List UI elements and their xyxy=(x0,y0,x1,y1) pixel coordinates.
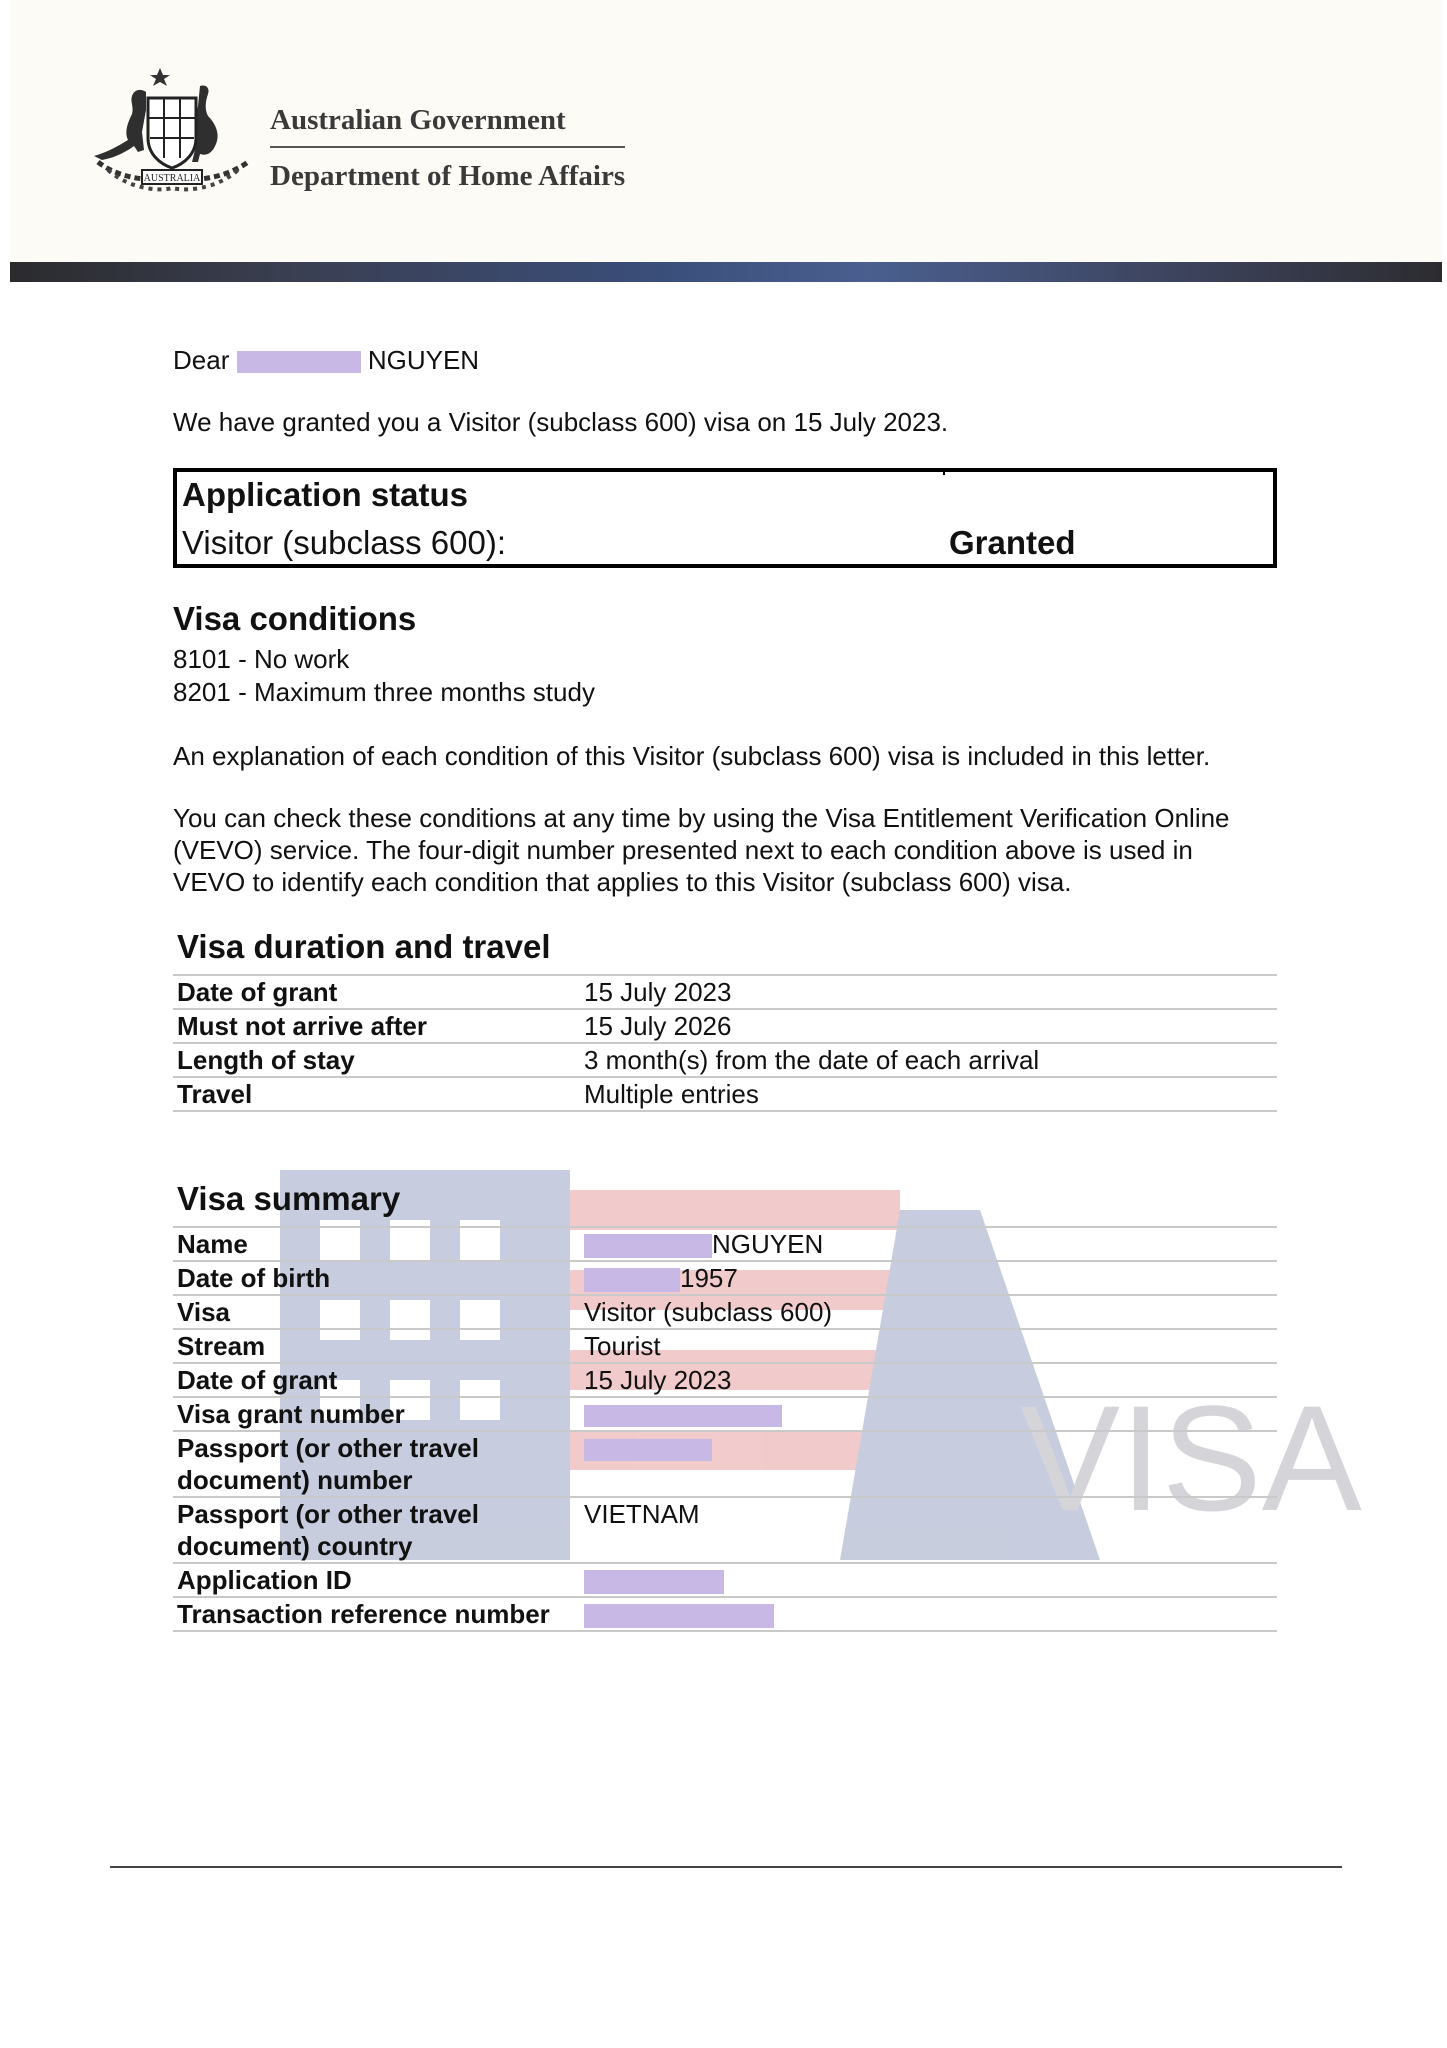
table-row xyxy=(173,1431,1277,1497)
row-label: Application ID xyxy=(177,1565,352,1595)
redacted-given-name xyxy=(584,1234,712,1258)
condition-item: 8101 - No work xyxy=(173,644,350,674)
redacted-birth-day-month xyxy=(584,1268,680,1292)
salutation-line xyxy=(173,344,479,376)
row-value: Multiple entries xyxy=(584,1079,759,1109)
status-label: Visitor (subclass 600): xyxy=(182,524,507,561)
conditions-explanation: An explanation of each condition of this Visitor (subclass 600) visa is included in this letter. xyxy=(173,741,1211,771)
vevo-line: (VEVO) service. The four-digit number presented next to each condition above is used in xyxy=(173,835,1193,865)
row-label: Date of grant xyxy=(177,977,338,1007)
duration-table xyxy=(173,974,1277,1112)
table-row xyxy=(173,1597,1277,1631)
row-label: Length of stay xyxy=(177,1045,355,1075)
table-row xyxy=(173,975,1277,1009)
row-label: Travel xyxy=(177,1079,253,1109)
table-row xyxy=(173,1077,1277,1111)
row-label: Date of birth xyxy=(177,1263,331,1293)
watermark-text: VISA xyxy=(1020,1374,1362,1542)
table-row xyxy=(173,1329,1277,1363)
salutation: Dear xyxy=(173,345,230,375)
row-value: 1957 xyxy=(680,1263,738,1293)
letterhead-rule xyxy=(270,146,625,148)
summary-table xyxy=(173,1226,1277,1632)
row-label: Date of grant xyxy=(177,1365,338,1395)
redacted-application-id xyxy=(584,1570,724,1594)
table-row xyxy=(173,1563,1277,1597)
vevo-line: You can check these conditions at any time by using the Visa Entitlement Verification Online xyxy=(173,803,1230,833)
table-row xyxy=(173,1261,1277,1295)
row-value: 15 July 2026 xyxy=(584,1011,732,1041)
redacted-grant-number xyxy=(584,1405,782,1427)
row-label: Name xyxy=(177,1229,248,1259)
status-title: Application status xyxy=(182,476,469,513)
footer-rule xyxy=(110,1866,1342,1868)
row-value: NGUYEN xyxy=(712,1229,824,1259)
row-value: Tourist xyxy=(584,1331,661,1361)
row-label: Must not arrive after xyxy=(177,1011,427,1041)
row-label: Transaction reference number xyxy=(177,1599,550,1629)
department-name: Department of Home Affairs xyxy=(270,160,626,192)
row-value: Visitor (subclass 600) xyxy=(584,1297,833,1327)
grant-statement: We have granted you a Visitor (subclass 600) visa on 15 July 2023. xyxy=(173,407,949,437)
table-row xyxy=(173,1227,1277,1261)
condition-item: 8201 - Maximum three months study xyxy=(173,677,595,707)
row-value: 15 July 2023 xyxy=(584,977,732,1007)
row-label: Visa xyxy=(177,1297,231,1327)
recipient-surname: NGUYEN xyxy=(367,345,480,375)
redacted-transaction-reference xyxy=(584,1604,774,1628)
table-row xyxy=(173,1497,1277,1563)
crest-scroll-text: AUSTRALIA xyxy=(143,173,201,184)
table-row xyxy=(173,1043,1277,1077)
table-row xyxy=(173,1009,1277,1043)
vevo-line: VEVO to identify each condition that applies to this Visitor (subclass 600) visa. xyxy=(173,867,1072,897)
application-status-box xyxy=(173,468,1277,568)
status-value: Granted xyxy=(949,524,1076,561)
row-value: 15 July 2023 xyxy=(584,1365,732,1395)
row-label: Stream xyxy=(177,1331,266,1361)
redacted-passport-number xyxy=(584,1439,712,1461)
row-label: Passport (or other travel document) country xyxy=(177,1499,479,1561)
coat-of-arms-icon xyxy=(88,66,258,196)
row-label: Passport (or other travel document) number xyxy=(177,1433,479,1495)
table-row xyxy=(173,1295,1277,1329)
row-value: 3 month(s) from the date of each arrival xyxy=(584,1045,1040,1075)
conditions-heading: Visa conditions xyxy=(173,600,417,637)
summary-heading: Visa summary xyxy=(177,1180,401,1217)
duration-heading: Visa duration and travel xyxy=(177,928,551,965)
table-row xyxy=(173,1397,1277,1431)
status-divider xyxy=(943,472,945,475)
redacted-given-name xyxy=(237,351,361,373)
government-name: Australian Government xyxy=(270,104,566,136)
letterhead-bar xyxy=(10,262,1442,282)
row-value: VIETNAM xyxy=(584,1499,700,1529)
row-label: Visa grant number xyxy=(177,1399,405,1429)
table-row xyxy=(173,1363,1277,1397)
